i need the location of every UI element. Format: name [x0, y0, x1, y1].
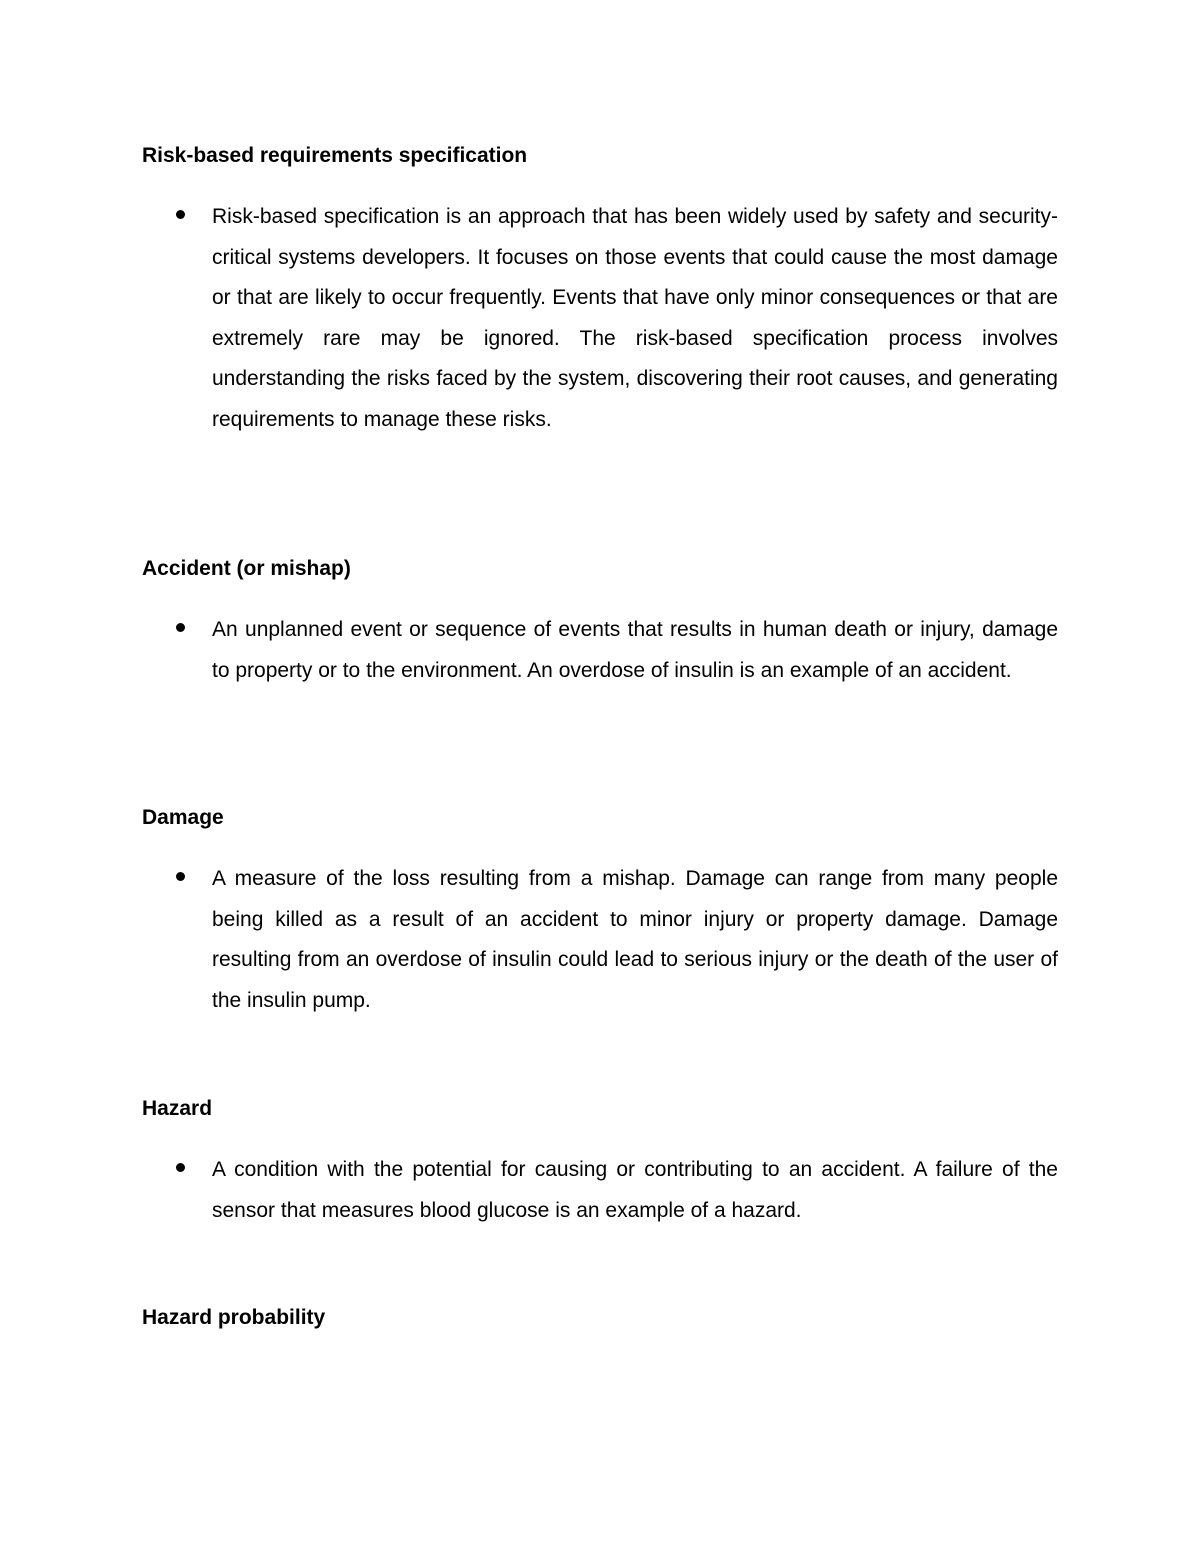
bullet-text: A measure of the loss resulting from a mishap. Damage can range from many people being killed as a result of an accident to minor injury or property damage. Damage resulting from an overdose of insulin could lead to serious injury or the death of the user of the insulin pump.: [212, 867, 1058, 1012]
bullet-text: A condition with the potential for causing or contributing to an accident. A failure of the sensor that measures blood glucose is an example of a hazard.: [212, 1158, 1058, 1222]
bullet-text: An unplanned event or sequence of events that results in human death or injury, damage to property or to the environment. An overdose of insulin is an example of an accident.: [212, 618, 1058, 682]
section-accident: [142, 555, 1058, 691]
section-heading: Hazard: [142, 1097, 213, 1120]
section-damage: [142, 804, 1058, 1021]
bullet-item: [142, 859, 1058, 1021]
bullet-icon: [176, 623, 185, 632]
bullet-icon: [176, 1163, 185, 1172]
bullet-icon: [176, 210, 185, 219]
section-heading: Accident (or mishap): [142, 557, 351, 580]
section-hazard: [142, 1095, 1058, 1231]
section-hazard-probability: [142, 1304, 1058, 1332]
section-heading: Hazard probability: [142, 1306, 326, 1329]
bullet-item: [142, 197, 1058, 441]
section-heading: Risk-based requirements specification: [142, 144, 528, 167]
section-heading: Damage: [142, 806, 224, 829]
bullet-item: [142, 610, 1058, 691]
bullet-text: Risk-based specification is an approach that has been widely used by safety and security-critical systems developers. It focuses on those events that could cause the most damage or that are likely to occur frequently. Events that have only minor consequences or that are extremely rare may be ignored. The risk-based specification process involves understanding the risks faced by the system, discovering their root causes, and generating requirements to manage these risks.: [212, 205, 1058, 431]
bullet-item: [142, 1150, 1058, 1231]
section-risk-based-specification: [142, 142, 1058, 441]
bullet-icon: [176, 872, 185, 881]
